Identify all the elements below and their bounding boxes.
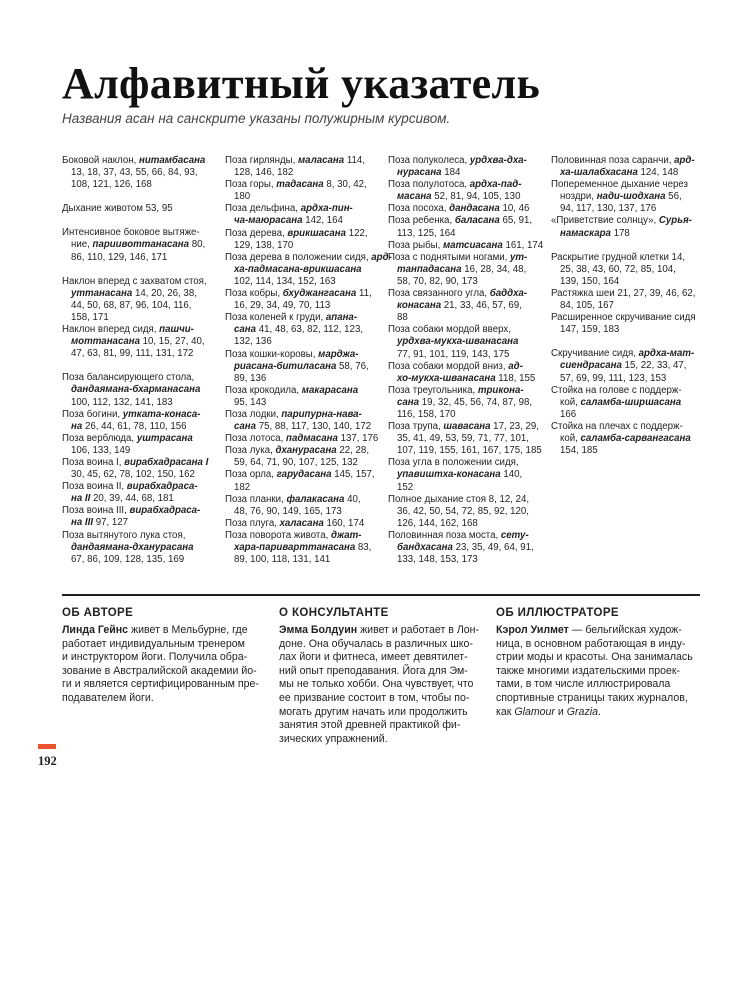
index-entry <box>62 409 212 433</box>
index-entry-line: 180 <box>234 191 251 203</box>
index-entry-line: Наклон вперед сидя, пашчи- <box>62 324 194 336</box>
index-entry-line: Наклон вперед с захватом стоя, <box>62 275 207 287</box>
index-entry <box>551 252 701 288</box>
index-entry-line: моттанасана 10, 15, 27, 40, <box>71 336 205 348</box>
index-entry-line: Поза орла, гарудасана 145, 157, <box>225 469 375 481</box>
index-entry <box>225 494 375 518</box>
index-entry-line: Раскрытие грудной клетки 14, <box>551 251 686 263</box>
index-entry-line: 152 <box>397 481 414 493</box>
index-entry-line: Поза посоха, дандасана 10, 46 <box>388 203 530 215</box>
index-entry-line: Поза дерева, врикшасана 122, <box>225 227 368 239</box>
index-entry-line: 106, 133, 149 <box>71 444 131 456</box>
bio-text <box>62 624 267 706</box>
index-entry-line: 89, 100, 118, 131, 141 <box>234 554 331 566</box>
index-entry-line: нурасана 184 <box>397 167 461 179</box>
index-entry-line: 58, 70, 82, 90, 173 <box>397 275 478 287</box>
index-entry-line: Поза горы, тадасана 8, 30, 42, <box>225 179 367 191</box>
index-entry-line: ноздри, нади-шодхана 56, <box>560 191 682 203</box>
index-entry-line: 86, 110, 129, 146, 171 <box>71 251 168 263</box>
index-entry-line: ха-падмасана-врикшасана <box>234 263 362 275</box>
index-entry <box>225 251 392 288</box>
bio-line: ги и является сертифицированным пре- <box>62 678 259 691</box>
index-entry-line: сана 41, 48, 63, 82, 112, 123, <box>234 324 364 336</box>
index-entry-line: Поза связанного угла, баддха- <box>388 288 528 300</box>
index-entry-line: урдхва-мукха-шванасана <box>397 336 519 348</box>
page-title: Алфавитный указатель <box>62 59 541 108</box>
index-entry-line: 102, 114, 134, 152, 163 <box>234 275 336 287</box>
index-entry-line: Поза собаки мордой вверх, <box>388 324 511 336</box>
index-entry-line: Поза кошки-коровы, марджа- <box>225 348 359 360</box>
index-entry-line: Поза ребенка, баласана 65, 91, <box>388 215 533 227</box>
bio-line: Кэрол Уилмет — бельгийская худож- <box>496 624 682 636</box>
index-entry <box>225 203 375 227</box>
index-entry-line: Поза коленей к груди, апана- <box>225 312 358 324</box>
bio-line: зических упражнений. <box>279 732 388 745</box>
bio-line: также многими издательскими проек- <box>496 664 681 677</box>
index-entry-line: сана 19, 32, 45, 56, 74, 87, 98, <box>397 396 533 408</box>
index-entry-line: хара-париварттанасана 83, <box>234 542 372 553</box>
index-entry-line: бандхасана 23, 35, 49, 64, 91, <box>397 542 534 553</box>
index-entry-line: на III 97, 127 <box>71 517 129 529</box>
index-entry-line: Поза дерева в положении сидя, ард- <box>225 251 392 263</box>
index-entry-line: Поза собаки мордой вниз, ад- <box>388 360 523 372</box>
index-entry-line: 154, 185 <box>560 445 598 457</box>
index-entry <box>225 288 375 312</box>
index-entry-line: Поза полулотоса, ардха-пад- <box>388 179 522 191</box>
index-entry <box>388 361 538 385</box>
index-entry <box>551 288 701 312</box>
index-entry <box>225 445 375 469</box>
bio-line: подавателем йоги. <box>62 691 154 704</box>
index-entry-line: Скручивание сидя, ардха-мат- <box>551 348 695 360</box>
index-entry-line: ха-шалабхасана 124, 148 <box>560 167 679 179</box>
bio-heading: ОБ АВТОРЕ <box>62 607 134 619</box>
bio-line: мы не только хобби. Она чувствует, что <box>279 678 474 691</box>
index-entry <box>388 155 538 179</box>
index-entry <box>62 457 212 481</box>
index-entry-line: конасана 21, 33, 46, 57, 69, <box>397 300 522 312</box>
index-entry <box>388 179 538 203</box>
index-entry <box>388 457 538 493</box>
index-entry <box>225 312 375 348</box>
index-entry <box>388 252 538 288</box>
index-entry <box>62 203 212 215</box>
index-column-2 <box>225 155 392 566</box>
index-entry-line: Поза поворота живота, джат- <box>225 529 362 541</box>
index-entry <box>62 433 212 457</box>
bio-line: работает индивидуальным тренером <box>62 637 245 650</box>
bio-line: тами, в том числе иллюстрировала <box>496 678 671 691</box>
index-entry-line: уттанасана 14, 20, 26, 38, <box>71 287 197 299</box>
bio-line: Эмма Болдуин живет и работает в Лон- <box>279 624 480 636</box>
index-entry-line: Поза крокодила, макарасана <box>225 384 359 396</box>
index-entry-line: 25, 38, 43, 60, 72, 85, 104, <box>560 263 676 275</box>
index-entry-line: на II 20, 39, 44, 68, 181 <box>71 493 174 505</box>
index-entry-line: 126, 144, 162, 168 <box>397 517 478 529</box>
bio-line: как Glamour и Grazia. <box>496 705 601 718</box>
index-entry <box>62 324 212 360</box>
index-entry-line: 36, 42, 50, 54, 72, 85, 92, 120, <box>397 505 529 517</box>
bio-line: могать другим начать или продолжить <box>279 705 468 718</box>
index-entry <box>62 155 212 191</box>
section-divider <box>62 594 700 596</box>
bio-line: спортивные страницы таких журналов, <box>496 691 688 704</box>
index-entry <box>225 409 375 433</box>
index-entry <box>551 348 701 384</box>
index-entry-line: ча-маюрасана 142, 164 <box>234 215 343 227</box>
index-entry <box>388 324 538 360</box>
index-entry-line: 44, 50, 68, 87, 96, 104, 116, <box>71 299 192 311</box>
index-entry <box>388 421 542 457</box>
index-entry-line: 108, 121, 126, 168 <box>71 179 152 191</box>
bio-line: ний опыт преподавания. Йога для Эм- <box>279 664 468 677</box>
index-entry-line: дандаямана-дханурасана <box>71 541 194 553</box>
index-entry-line: 47, 63, 81, 99, 111, 131, 172 <box>71 348 194 360</box>
bio-line: занятия этой древней практикой фи- <box>279 719 461 732</box>
index-entry <box>225 530 375 566</box>
index-entry-line: 13, 18, 37, 43, 55, 66, 84, 93, <box>71 167 198 179</box>
index-entry-line: 132, 136 <box>234 336 272 348</box>
index-entry <box>551 312 701 336</box>
index-entry <box>225 228 375 252</box>
index-entry <box>388 494 538 530</box>
index-entry <box>388 239 544 252</box>
index-entry-line: 59, 64, 71, 90, 107, 125, 132 <box>234 457 358 469</box>
index-entry-line: Поза воина II, вирабхадраса- <box>62 481 198 493</box>
index-entry-line: Стойка на голове с поддерж- <box>551 384 682 396</box>
index-entry-line: 67, 86, 109, 128, 135, 169 <box>71 553 185 565</box>
index-entry <box>225 179 375 203</box>
bio-author <box>62 606 267 706</box>
index-entry-line: кой, саламба-сарвангасана <box>560 432 691 444</box>
index-entry-line: Поза верблюда, уштрасана <box>62 432 193 444</box>
index-entry-line: Поза богини, уткатa-конаса- <box>62 408 201 420</box>
index-entry-line: 139, 150, 164 <box>560 275 620 287</box>
index-entry-line: сиендрасана 15, 22, 33, 47, <box>560 360 687 372</box>
index-entry-line: 94, 117, 130, 137, 176 <box>560 203 657 215</box>
index-entry-line: 166 <box>560 408 577 420</box>
page-number: 192 <box>38 754 57 768</box>
index-entry <box>62 505 212 529</box>
index-entry <box>225 433 379 445</box>
index-entry-line: Половинная поза саранчи, ард- <box>551 155 695 166</box>
index-entry <box>388 385 538 421</box>
index-entry <box>225 469 375 493</box>
index-entry-line: 48, 76, 90, 149, 165, 173 <box>234 505 342 517</box>
index-entry <box>551 421 701 457</box>
index-entry <box>225 349 375 385</box>
index-entry-line: Поза трупа, шавасана 17, 23, 29, <box>388 421 539 433</box>
index-entry-line: Поза дельфина, ардха-пин- <box>225 203 353 215</box>
bio-line: стрии моды и красоты. Она занималась <box>496 651 693 664</box>
index-entry-line: 57, 69, 99, 111, 123, 153 <box>560 372 667 384</box>
index-entry <box>225 518 375 530</box>
index-entry-line: 95, 143 <box>234 396 267 408</box>
bio-line: зование в Австралийской академии йо- <box>62 664 257 677</box>
index-entry-line: 88 <box>397 312 408 324</box>
index-entry <box>62 481 212 505</box>
index-entry-line: сана 75, 88, 117, 130, 140, 172 <box>234 421 372 433</box>
index-entry-line: Поза лодки, парипурна-нава- <box>225 408 362 420</box>
index-entry-line: 116, 158, 170 <box>397 408 456 420</box>
index-entry-line: Поза с поднятыми ногами, ут- <box>388 251 528 263</box>
index-entry <box>551 179 701 215</box>
index-entry-line: 35, 41, 49, 53, 59, 71, 77, 101, <box>397 433 529 445</box>
index-entry <box>388 288 538 324</box>
index-entry-line: 182 <box>234 481 251 493</box>
index-entry-line: Поза плуга, халасана 160, 174 <box>225 517 365 529</box>
index-entry-line: Полное дыхание стоя 8, 12, 24, <box>388 493 530 505</box>
bio-heading: О КОНСУЛЬТАНТЕ <box>279 607 389 619</box>
index-entry-line: хо-мукха-шванасана 118, 155 <box>397 372 536 384</box>
bio-consultant <box>279 606 484 746</box>
index-entry <box>388 203 538 215</box>
index-entry-line: 107, 119, 155, 161, 167, 175, 185 <box>397 445 542 457</box>
index-entry-line: Интенсивное боковое вытяже- <box>62 227 200 239</box>
index-entry-line: Поза лотоса, падмасана 137, 176 <box>225 433 379 445</box>
index-entry-line: масана 52, 81, 94, 105, 130 <box>397 191 521 203</box>
index-entry-line: дандаямана-бхарманасана <box>71 384 201 396</box>
index-entry <box>62 227 212 263</box>
index-entry-line: Расширенное скручивание сидя <box>551 312 696 324</box>
index-entry-line: Половинная поза моста, сету- <box>388 529 529 541</box>
index-entry-line: Попеременное дыхание через <box>551 179 688 191</box>
index-entry-line: Поза вытянутого лука стоя, <box>62 529 186 541</box>
index-entry-line: кой, саламба-ширшасана <box>560 396 682 408</box>
index-entry <box>551 385 701 421</box>
index-entry-line: ние, париивоттанасана 80, <box>71 239 206 251</box>
index-entry-line: 133, 148, 153, 173 <box>397 554 478 566</box>
index-entry-line: 128, 146, 182 <box>234 167 294 179</box>
index-entry-line: Поза полуколеса, урдхва-дха- <box>388 155 527 166</box>
index-entry-line: Поза угла в положении сидя, <box>388 457 519 469</box>
bio-text <box>496 624 701 719</box>
index-column-3 <box>388 155 544 566</box>
index-entry-line: Поза треугольника, трикона- <box>388 384 524 396</box>
page-marker <box>38 744 56 749</box>
index-entry-line: намаскара 178 <box>560 227 630 239</box>
bio-line: лах йоги и фитнеса, имеет девятилет- <box>279 651 468 664</box>
index-entry-line: 89, 136 <box>234 372 267 384</box>
index-entry-line: 30, 45, 62, 78, 102, 150, 162 <box>71 469 195 481</box>
index-entry <box>388 215 538 239</box>
index-entry-line: на 26, 44, 61, 78, 110, 156 <box>71 420 187 432</box>
index-entry-line: Поза балансирующего стола, <box>62 372 195 384</box>
index-entry-line: «Приветствие солнцу», Сурья- <box>551 215 692 227</box>
index-entry-line: Поза гирлянды, маласана 114, <box>225 155 365 166</box>
bio-line: ница, в основном работающая в инду- <box>496 637 686 650</box>
index-entry <box>551 215 701 239</box>
bio-line: ее призвание состоит в том, чтобы по- <box>279 691 470 704</box>
index-entry-line: 129, 138, 170 <box>234 239 294 251</box>
bio-heading: ОБ ИЛЛЮСТРАТОРЕ <box>496 607 619 619</box>
index-entry-line: 16, 29, 34, 49, 70, 113 <box>234 300 331 312</box>
index-entry <box>225 155 375 179</box>
index-entry <box>62 372 212 408</box>
index-entry-line: 77, 91, 101, 119, 143, 175 <box>397 348 510 360</box>
index-entry-line: Поза кобры, бхуджангасана 11, <box>225 288 372 300</box>
bio-line: Линда Гейнс живет в Мельбурне, где <box>62 624 248 636</box>
index-entry-line: Стойка на плечах с поддерж- <box>551 420 683 432</box>
index-entry-line: Поза воина III, вирабхадраса- <box>62 505 201 517</box>
index-entry-line: Растяжка шеи 21, 27, 39, 46, 62, <box>551 287 696 299</box>
index-column-1 <box>62 155 212 566</box>
bio-line: и инструктором йоги. Получила обра- <box>62 651 248 664</box>
index-entry <box>62 530 212 566</box>
bio-illustrator <box>496 606 701 719</box>
index-entry <box>551 155 701 179</box>
index-entry-line: 147, 159, 183 <box>560 324 620 336</box>
index-entry-line: 84, 105, 167 <box>560 300 614 312</box>
index-entry-line: Поза воина I, вирабхадрасана I <box>62 456 209 468</box>
index-entry <box>388 530 538 566</box>
index-entry-line: Дыхание животом 53, 95 <box>62 203 173 215</box>
index-entry <box>62 276 212 324</box>
index-entry-line: Поза лука, дханурасана 22, 28, <box>225 445 370 457</box>
index-entry-line: риасана-битиласана 58, 76, <box>234 360 369 372</box>
index-entry-line: Поза планки, фалакасана 40, <box>225 493 361 505</box>
bio-line: доне. Она обучалась в различных шко- <box>279 637 473 650</box>
index-entry-line: 100, 112, 132, 141, 183 <box>71 396 173 408</box>
index-entry-line: 113, 125, 164 <box>397 227 456 239</box>
index-entry-line: 158, 171 <box>71 311 109 323</box>
index-entry-line: Поза рыбы, матсиасана 161, 174 <box>388 239 544 251</box>
index-entry <box>225 385 375 409</box>
index-entry-line: упавиштха-конасана 140, <box>397 469 523 481</box>
index-entry-line: Боковой наклон, нитамбасана <box>62 155 206 166</box>
index-column-4 <box>551 155 701 457</box>
index-entry-line: танпадасана 16, 28, 34, 48, <box>397 263 527 275</box>
page-subtitle: Названия асан на санскрите указаны полужирным курсивом. <box>62 111 451 126</box>
bio-text <box>279 624 484 746</box>
